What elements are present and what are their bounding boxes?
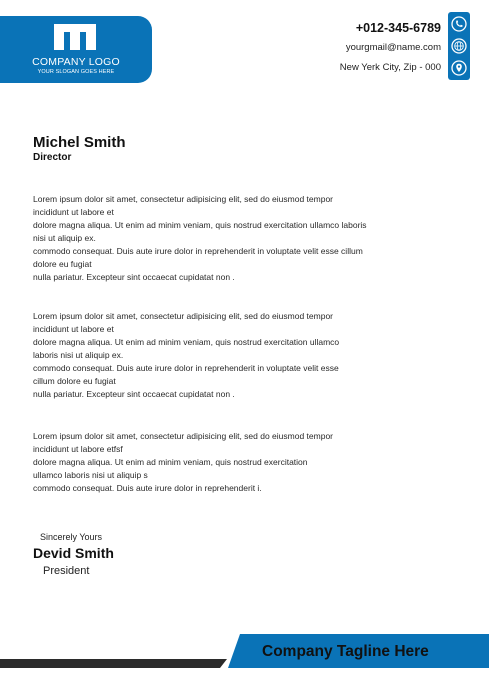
text-line: nulla pariatur. Excepteur sint occaecat cupidatat non . bbox=[33, 389, 235, 399]
body-paragraph bbox=[33, 193, 458, 284]
text-line: commodo consequat. Duis aute irure dolor in reprehenderit in voluptate velit esse cillum bbox=[33, 246, 363, 256]
text-line: laboris nisi ut aliquip ex. bbox=[33, 350, 124, 360]
body-paragraph bbox=[33, 310, 458, 401]
text-line: incididunt ut labore et bbox=[33, 324, 114, 334]
body-paragraph bbox=[33, 430, 458, 495]
postal-address: New Yerk City, Zip - 000 bbox=[339, 62, 441, 73]
text-line: Lorem ipsum dolor sit amet, consectetur adipisicing elit, sed do eiusmod tempor bbox=[33, 194, 334, 204]
text-line: nulla pariatur. Excepteur sint occaecat cupidatat non . bbox=[33, 272, 235, 282]
text-line: dolore magna aliqua. Ut enim ad minim veniam, quis nostrud exercitation ullamco laboris bbox=[33, 220, 367, 230]
email-address: yourgmail@name.com bbox=[345, 42, 441, 53]
text-line: dolore magna aliqua. Ut enim ad minim veniam, quis nostrud exercitation ullamco bbox=[33, 337, 340, 347]
signer-title: President bbox=[43, 565, 90, 577]
text-line: Lorem ipsum dolor sit amet, consectetur adipisicing elit, sed do eiusmod tempor bbox=[33, 311, 334, 321]
location-icon bbox=[451, 60, 467, 76]
text-line: Lorem ipsum dolor sit amet, consectetur adipisicing elit, sed do eiusmod tempor bbox=[33, 431, 334, 441]
text-line: cillum dolore eu fugiat bbox=[33, 376, 116, 386]
contact-icon-bar bbox=[448, 12, 470, 80]
text-line: ullamco laboris nisi ut aliquip s bbox=[33, 470, 148, 480]
footer-dark-stripe bbox=[0, 659, 227, 668]
text-line: commodo consequat. Duis aute irure dolor in reprehenderit in voluptate velit esse bbox=[33, 363, 339, 373]
signer-name: Devid Smith bbox=[33, 545, 114, 561]
recipient-title: Director bbox=[33, 152, 72, 163]
text-line: incididunt ut labore etfsf bbox=[33, 444, 123, 454]
phone-icon bbox=[451, 16, 467, 32]
text-line: dolore eu fugiat bbox=[33, 259, 92, 269]
logo-slogan: YOUR SLOGAN GOES HERE bbox=[37, 69, 115, 75]
globe-icon bbox=[451, 38, 467, 54]
text-line: commodo consequat. Duis aute irure dolor in reprehenderit i. bbox=[33, 483, 262, 493]
text-line: nisi ut aliquip ex. bbox=[33, 233, 96, 243]
closing-phrase: Sincerely Yours bbox=[40, 532, 103, 542]
phone-number: +012-345-6789 bbox=[355, 21, 441, 35]
contact-info bbox=[340, 18, 441, 78]
company-tagline: Company Tagline Here bbox=[262, 643, 429, 660]
text-line: dolore magna aliqua. Ut enim ad minim veniam, quis nostrud exercitation bbox=[33, 457, 308, 467]
recipient-name: Michel Smith bbox=[33, 134, 126, 151]
text-line: incididunt ut labore et bbox=[33, 207, 114, 217]
logo-text: COMPANY LOGO bbox=[32, 56, 120, 68]
logo-mark-icon bbox=[54, 24, 96, 50]
company-logo bbox=[0, 16, 152, 83]
